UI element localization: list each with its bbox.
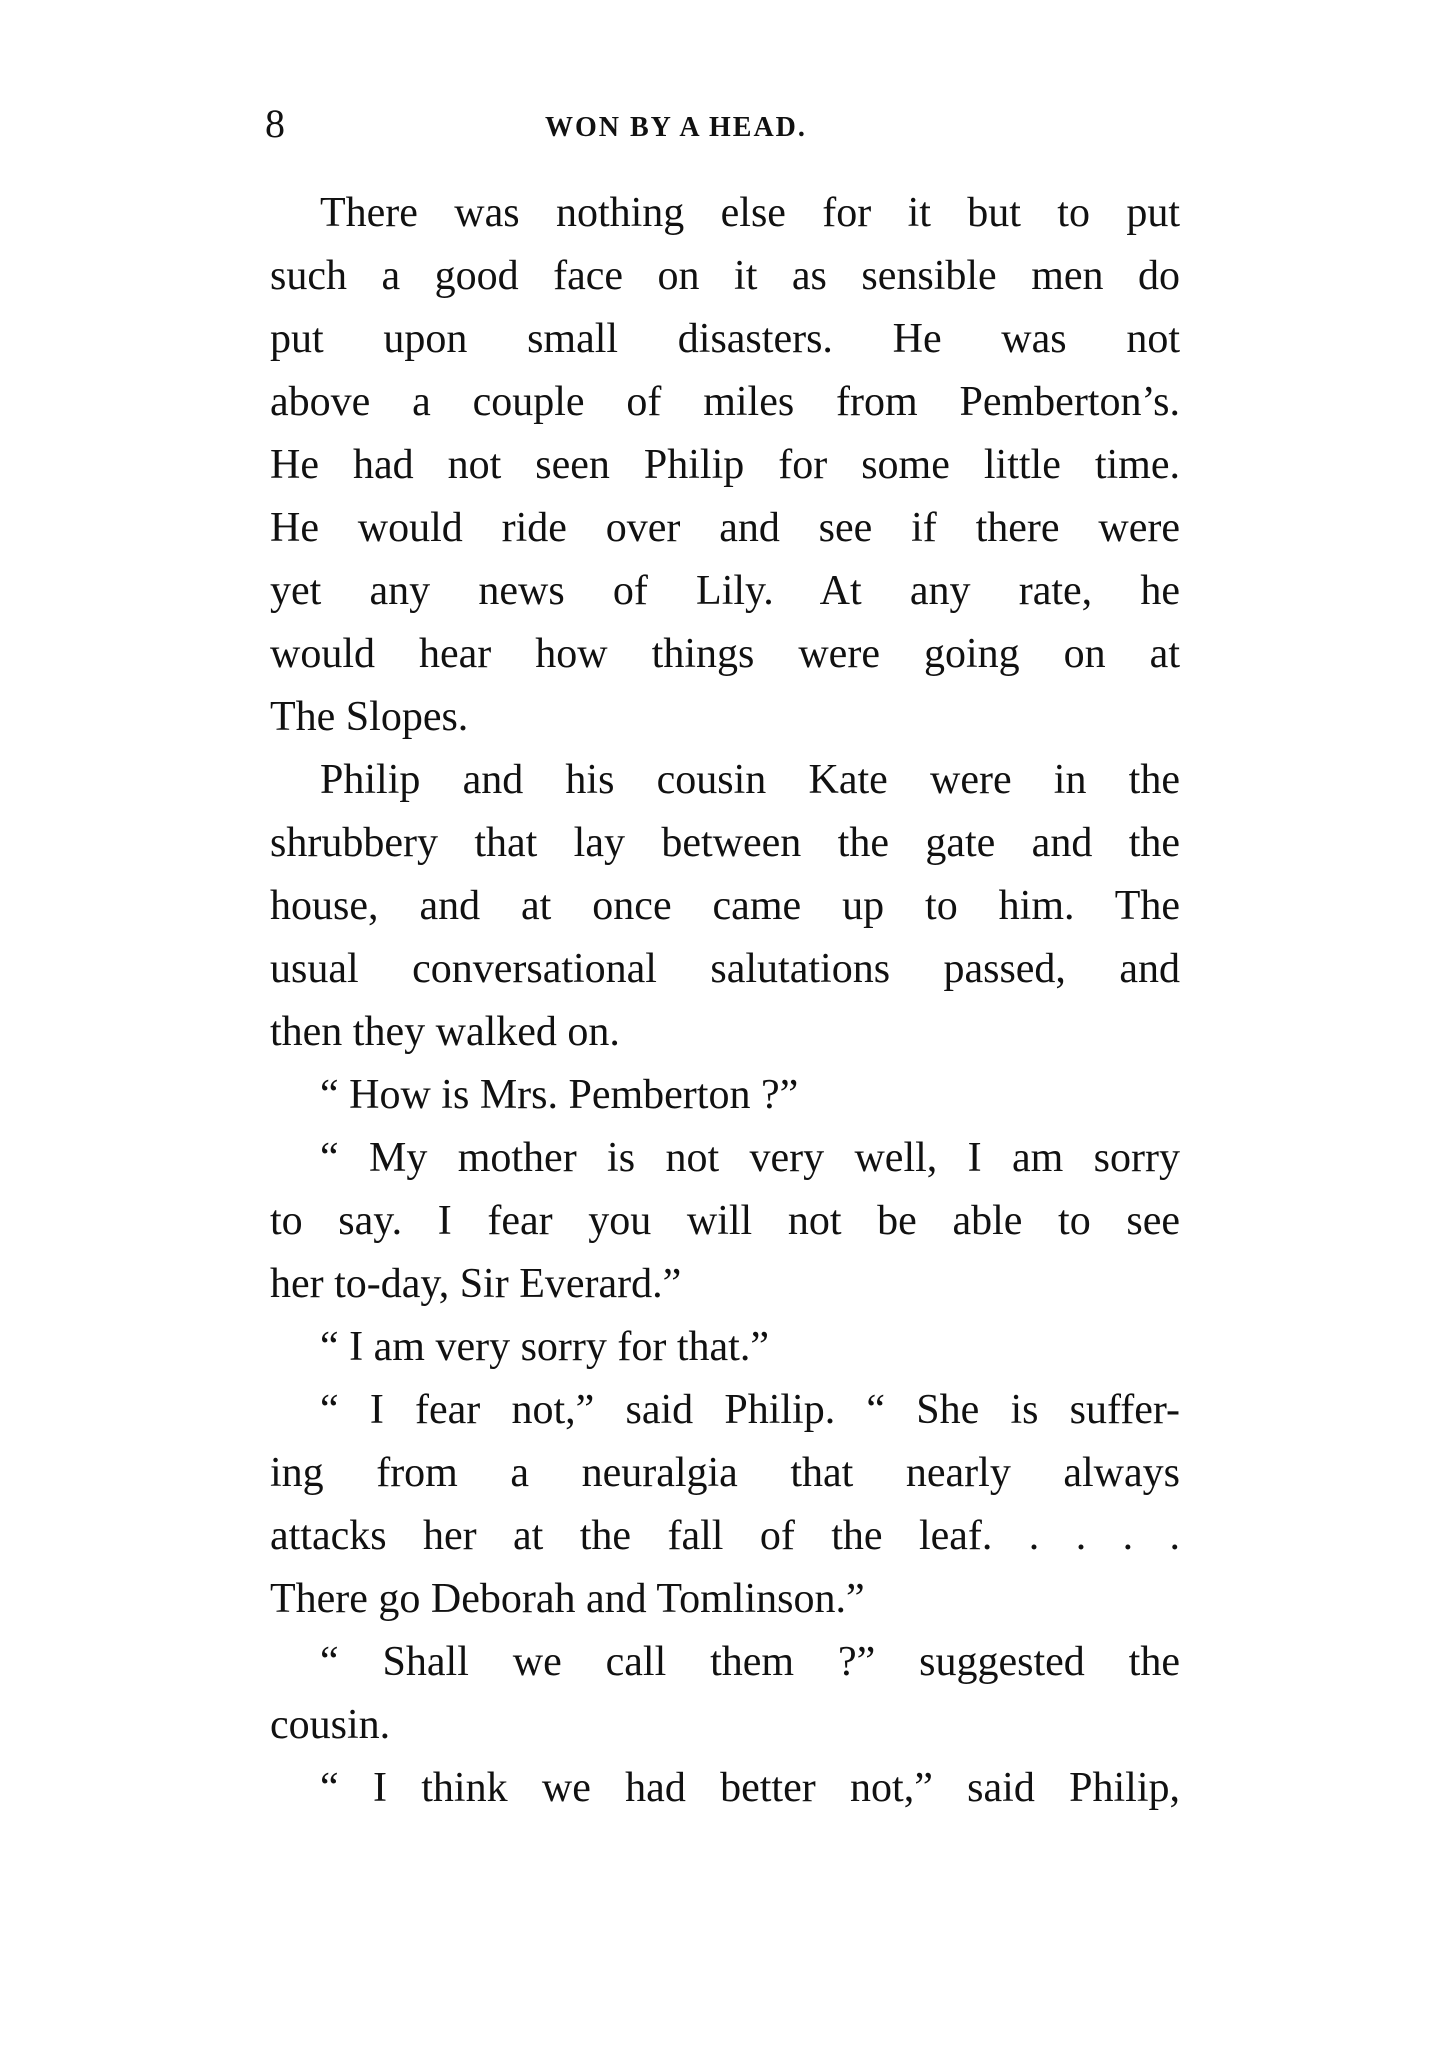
text-line: There go Deborah and Tomlinson.” [270, 1576, 865, 1622]
text-line: “ I think we had better not,” said Philip, [320, 1765, 1180, 1811]
text-line: “ Shall we call them ?” suggested the [320, 1639, 1180, 1685]
text-line: then they walked on. [270, 1009, 620, 1055]
text-line: usual conversational salutations passed, and [270, 946, 1180, 992]
text-line: would hear how things were going on at [270, 631, 1180, 677]
page-number: 8 [265, 101, 285, 146]
text-line: “ I am very sorry for that.” [320, 1324, 769, 1370]
text-line: There was nothing else for it but to put [320, 190, 1180, 236]
body-text [270, 182, 1180, 1820]
text-line: He had not seen Philip for some little time. [270, 442, 1180, 488]
text-line: Philip and his cousin Kate were in the [320, 757, 1180, 803]
text-line: such a good face on it as sensible men do [270, 253, 1180, 299]
text-line: yet any news of Lily. At any rate, he [270, 568, 1180, 614]
running-title: WON BY A HEAD. [545, 112, 807, 143]
text-line: cousin. [270, 1702, 391, 1748]
text-line: to say. I fear you will not be able to see [270, 1198, 1180, 1244]
page-header [265, 96, 1185, 152]
text-line: The Slopes. [270, 694, 469, 740]
text-line: her to-day, Sir Everard.” [270, 1261, 682, 1307]
text-line: put upon small disasters. He was not [270, 316, 1180, 362]
text-line: “ My mother is not very well, I am sorry [320, 1135, 1180, 1181]
text-line: shrubbery that lay between the gate and the [270, 820, 1180, 866]
text-line: above a couple of miles from Pemberton’s. [270, 379, 1180, 425]
text-line: “ I fear not,” said Philip. “ She is suffer- [320, 1387, 1180, 1433]
text-line: He would ride over and see if there were [270, 505, 1180, 551]
text-line: house, and at once came up to him. The [270, 883, 1180, 929]
text-line: attacks her at the fall of the leaf. . . . . [270, 1513, 1180, 1559]
text-line: ing from a neuralgia that nearly always [270, 1450, 1180, 1496]
text-line: “ How is Mrs. Pemberton ?” [320, 1072, 799, 1118]
